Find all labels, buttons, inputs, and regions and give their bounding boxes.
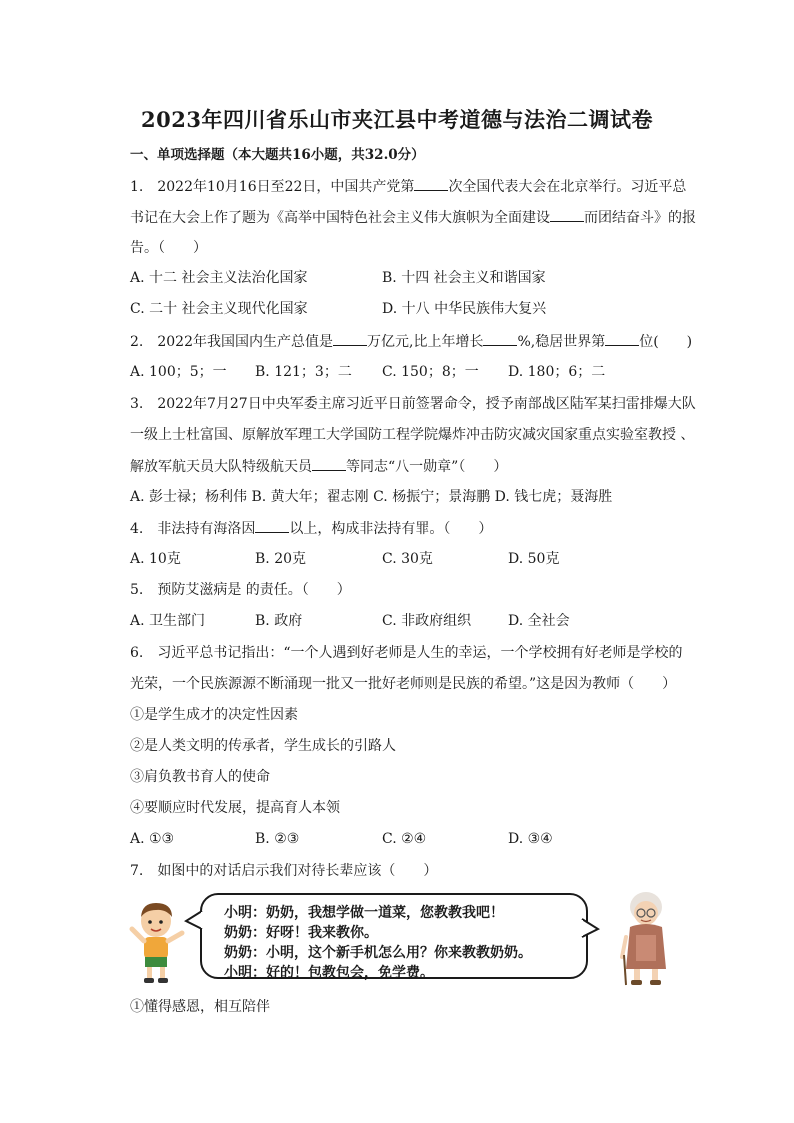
q4-option-b[interactable]: B. 20克 — [255, 551, 307, 567]
answer-blank — [483, 331, 517, 346]
question-3-line3 — [130, 456, 507, 477]
section-heading: 一、单项选择题（本大题共16小题，共32.0分） — [130, 147, 425, 163]
q5-option-c[interactable]: C. 非政府组织 — [382, 613, 472, 629]
q4-option-d[interactable]: D. 50克 — [508, 551, 560, 567]
q1-option-c[interactable]: C. 二十 社会主义现代化国家 — [130, 301, 308, 317]
q2-option-a[interactable]: A. 100；5；一 — [130, 364, 227, 380]
dialogue-line: 小明：奶奶，我想学做一道菜，您教教我吧！ — [224, 905, 504, 921]
boy-illustration — [128, 899, 188, 985]
q2-option-c[interactable]: C. 150；8；一 — [382, 364, 479, 380]
answer-blank — [550, 207, 584, 222]
q6-statement-2: ②是人类文明的传承者，学生成长的引路人 — [130, 738, 396, 754]
q3-text-part2: 等同志“八一勋章”（ ） — [346, 459, 508, 475]
bubble-tail-left — [184, 909, 204, 931]
answer-blank — [255, 518, 289, 533]
q1-option-b[interactable]: B. 十四 社会主义和谐国家 — [382, 270, 546, 286]
answer-blank — [605, 331, 639, 346]
question-6: 6. 习近平总书记指出：“一个人遇到好老师是人生的幸运，一个学校拥有好老师是学校的 — [130, 645, 683, 661]
bubble-tail-right — [580, 917, 600, 939]
q1-text-part4: 而团结奋斗》的报 — [584, 210, 696, 226]
q2-text-part4: 位( ) — [639, 334, 693, 350]
q5-option-d[interactable]: D. 全社会 — [508, 613, 570, 629]
q2-text-part2: 万亿元,比上年增长 — [367, 334, 484, 350]
q2-text-part3: %,稳居世界第 — [517, 334, 606, 350]
q4-text-part1: 4. 非法持有海洛因 — [130, 521, 256, 537]
question-1-line3: 告。（ ） — [130, 240, 207, 256]
question-1-line2 — [130, 207, 696, 228]
dialogue-line: 奶奶：好呀！我来教你。 — [224, 925, 378, 941]
q4-text-part2: 以上，构成非法持有罪。（ ） — [289, 521, 493, 537]
q5-option-b[interactable]: B. 政府 — [255, 613, 303, 629]
page-title: 2023年四川省乐山市夹江县中考道德与法治二调试卷 — [141, 107, 653, 132]
q5-option-a[interactable]: A. 卫生部门 — [130, 613, 206, 629]
q1-text-part2: 次全国代表大会在北京举行。习近平总 — [448, 179, 687, 195]
q6-statement-4: ④要顺应时代发展，提高育人本领 — [130, 800, 340, 816]
question-6-line2: 光荣，一个民族源源不断涌现一批又一批好老师则是民族的希望。”这是因为教师（ ） — [130, 676, 677, 692]
q6-statement-3: ③肩负教书育人的使命 — [130, 769, 270, 785]
question-3-line2: 一级上士杜富国、原解放军理工大学国防工程学院爆炸冲击防灾减灾国家重点实验室教授 、 — [130, 427, 695, 443]
q6-option-c[interactable]: C. ②④ — [382, 831, 427, 847]
q4-option-a[interactable]: A. 10克 — [130, 551, 181, 567]
q4-option-c[interactable]: C. 30克 — [382, 551, 433, 567]
q6-option-b[interactable]: B. ②③ — [255, 831, 300, 847]
dialogue-text — [224, 903, 532, 983]
question-4 — [130, 518, 492, 539]
q6-option-a[interactable]: A. ①③ — [130, 831, 175, 847]
q3-text-part1: 解放军航天员大队特级航天员 — [130, 459, 312, 475]
q2-option-b[interactable]: B. 121；3；二 — [255, 364, 352, 380]
q2-option-d[interactable]: D. 180；6；二 — [508, 364, 606, 380]
q1-option-a[interactable]: A. 十二 社会主义法治化国家 — [130, 270, 308, 286]
dialogue-line: 小明：好的！包教包会，免学费。 — [224, 965, 434, 981]
question-5: 5. 预防艾滋病是 的责任。（ ） — [130, 582, 351, 598]
q1-option-d[interactable]: D. 十八 中华民族伟大复兴 — [382, 301, 547, 317]
q3-options[interactable]: A. 彭士禄；杨利伟 B. 黄大年；翟志刚 C. 杨振宁；景海鹏 D. 钱七虎；聂海胜 — [130, 489, 613, 505]
q6-statement-1: ①是学生成才的决定性因素 — [130, 707, 298, 723]
q1-text-part3: 书记在大会上作了题为《高举中国特色社会主义伟大旗帜为全面建设 — [130, 210, 550, 226]
q7-statement-1: ①懂得感恩，相互陪伴 — [130, 999, 270, 1015]
answer-blank — [414, 176, 448, 191]
grandma-illustration — [616, 887, 676, 987]
q1-text-part1: 1. 2022年10月16日至22日，中国共产党第 — [130, 179, 415, 195]
question-2 — [130, 331, 692, 352]
dialogue-line: 奶奶：小明，这个新手机怎么用？你来教教奶奶。 — [224, 945, 532, 961]
answer-blank — [312, 456, 346, 471]
question-7: 7. 如图中的对话启示我们对待长辈应该（ ） — [130, 863, 438, 879]
q2-text-part1: 2. 2022年我国国内生产总值是 — [130, 334, 333, 350]
q6-option-d[interactable]: D. ③④ — [508, 831, 553, 847]
question-1 — [130, 176, 686, 197]
answer-blank — [333, 331, 367, 346]
question-3: 3. 2022年7月27日中央军委主席习近平日前签署命令，授予南部战区陆军某扫雷排爆大队 — [130, 396, 696, 412]
